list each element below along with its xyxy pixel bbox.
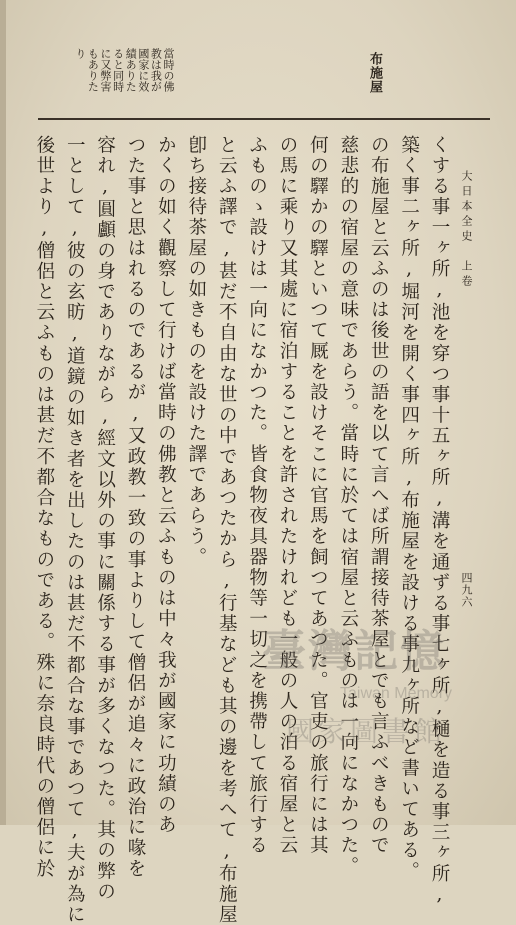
watermark-subtitle-en: Taiwan Memory: [340, 685, 453, 702]
header-rule: [38, 118, 490, 120]
running-head: [452, 170, 474, 340]
marginal-note-column: もありた: [86, 48, 100, 92]
text-column: の馬に乘り又其處に宿泊することを許されたけれども一般の人の泊る宿屋と云: [277, 135, 298, 856]
text-column: ふものゝ設けは一向になかつた。皆食物夜具器物等一切之を携帶して旅行する: [246, 135, 268, 856]
page-number-text: 四九六: [460, 572, 473, 608]
watermark: [262, 615, 512, 775]
text-column: 慈悲的の宿屋の意味であらう。當時に於ては宿屋と云ふものは一向になかつた。: [337, 135, 359, 877]
text-column: くする事一ヶ所,池を穿つ事十五ヶ所,溝を通ずる事七ヶ所,樋を造る事三ヶ所,: [429, 135, 450, 908]
marginal-note-column: 教は我が: [149, 48, 163, 92]
marginal-note: [54, 48, 174, 118]
marginal-note-column: 績ありた: [124, 48, 138, 92]
watermark-title: 臺灣記憶: [262, 626, 446, 677]
watermark-subtitle-cn: 國家圖書館: [286, 715, 447, 748]
margin-title: [360, 52, 384, 112]
text-column: 後世より,僧侶と云ふものは甚だ不都合なものである。殊に奈良時代の僧侶に於: [33, 135, 55, 880]
marginal-note-column: 當時の佛: [162, 48, 175, 92]
marginal-note-column: り: [73, 48, 87, 59]
running-head-text: 大日本全史 上卷: [460, 170, 473, 290]
text-column: と云ふ譯で,甚だ不自由な世の中であつたから,行基なども其の邊を考へて,布施屋: [216, 135, 238, 925]
text-column: つた事と思はれるのであるが,又政教一致の事よりして僧侶が追々に政治に喙を: [125, 135, 146, 880]
text-column: かくの如く觀察して行けば當時の佛教と云ふものは中々我が國家に功績のあ: [155, 135, 177, 836]
text-column: 一として,彼の玄昉,道鏡の如き者を出したのは甚だ不都合な事であつて,夫が為に: [64, 135, 86, 925]
text-column: 築く事二ヶ所,堀河を開く事四ヶ所,布施屋を設ける事九ヶ所など書いてある。: [398, 135, 420, 882]
text-column: の布施屋と云ふのは後世の語を以て言へば所謂接待茶屋とでも言ふべきもので: [368, 135, 390, 856]
page-edge-shadow: [0, 0, 6, 825]
marginal-note-column: 國家に效: [136, 48, 150, 92]
marginal-note-column: ると同時: [111, 48, 125, 92]
marginal-note-column: に又弊害: [99, 48, 112, 92]
margin-title-text: 布施屋: [367, 52, 382, 94]
text-column: 容れ,圓顱の身でありながら,經文以外の事に關係する事が多くなつた。其の弊の: [94, 135, 116, 903]
text-column: 何の驛かの驛といつて厩を設けそこに官馬を飼つてあつた。官吏の旅行には其: [307, 135, 329, 856]
text-column: 卽ち接待茶屋の如きものを設けた譯であらう。: [185, 135, 207, 568]
